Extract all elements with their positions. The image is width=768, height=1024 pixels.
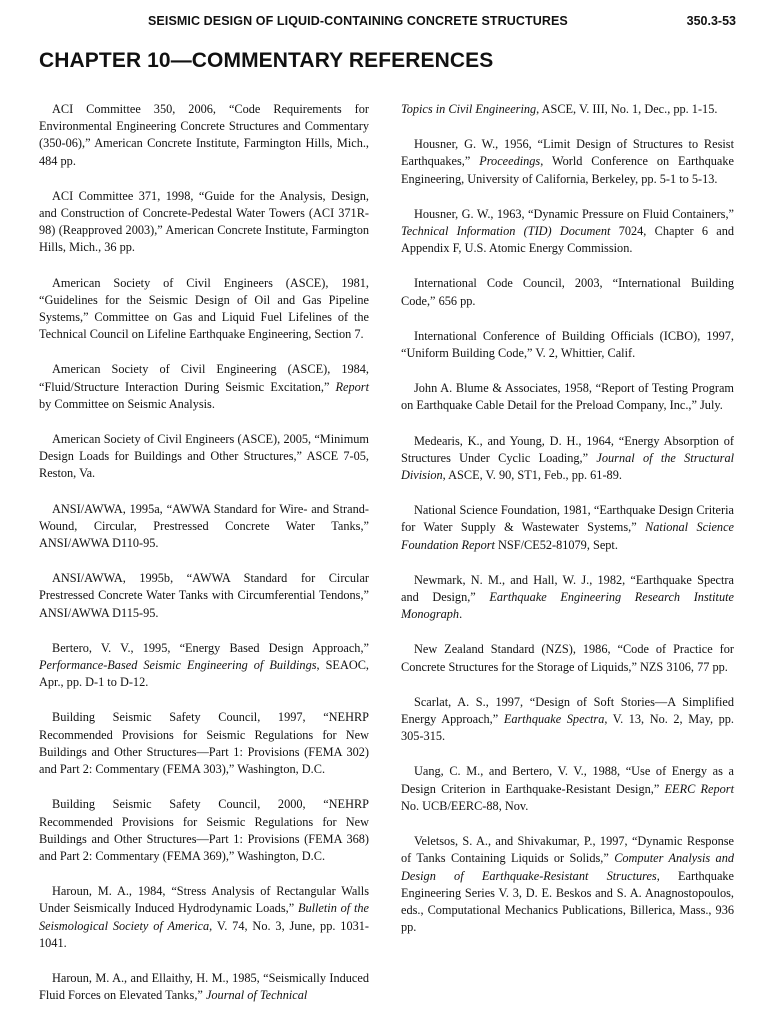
- reference-details: , Earthquake Engineering Series V. 3, D. E. Beskos and S. A. Anagnostopoulos, eds., Computational Mechanics Publications, Billerica, Mass., 936 pp.: [401, 868, 735, 935]
- page-number: 350.3-53: [686, 14, 736, 28]
- reference-details: , ASCE, V. 90, ST1, Feb., pp. 61-89.: [442, 468, 622, 483]
- reference-text: Building Seismic Safety Council, 1997, “NEHRP Recommended Provisions for Seismic Regulations for New Buildings and Other Structures—Part 1: Provisions (FEMA 302) and Part 2: Commentary (FEMA 303),” Washington, D.C.: [39, 710, 369, 777]
- reference-entry: [401, 433, 734, 485]
- reference-publication: Report: [335, 379, 369, 394]
- reference-details: , SEAOC, Apr., pp. D-1 to D-12.: [39, 658, 369, 690]
- reference-publication: EERC Report: [664, 781, 734, 796]
- reference-entry: [401, 833, 734, 936]
- reference-details: , V. 13, No. 2, May, pp. 305-315.: [401, 712, 734, 744]
- reference-publication: Performance-Based Seismic Engineering of Buildings: [39, 658, 317, 673]
- reference-text: Building Seismic Safety Council, 2000, “NEHRP Recommended Provisions for Seismic Regulations for New Buildings and Other Structures—Part 1: Provisions (FEMA 368) and Part 2: Commentary (FEMA 369),” Washington, D.C.: [39, 797, 369, 863]
- reference-details: , World Conference on Earthquake Engineering, University of California, Berkeley, pp. 5-1 to 5-13.: [401, 154, 734, 186]
- reference-text: Housner, G. W., 1956, “Limit Design of Structures to Resist Earthquakes,”: [401, 137, 734, 169]
- left-column: [39, 101, 369, 1022]
- reference-details: NSF/CE52-81079, Sept.: [494, 537, 618, 552]
- reference-entry: [39, 883, 369, 952]
- reference-entry: [39, 796, 369, 865]
- reference-entry: [39, 188, 369, 257]
- reference-publication: Bulletin of the Seismological Society of America: [39, 901, 370, 933]
- reference-details: , V. 74, No. 3, June, pp. 1031-1041.: [39, 918, 369, 950]
- reference-entry: [39, 361, 369, 413]
- reference-entry: [401, 101, 734, 118]
- reference-text: Newmark, N. M., and Hall, W. J., 1982, “Earthquake Spectra and Design,”: [401, 572, 734, 605]
- reference-publication: Earthquake Spectra: [503, 712, 605, 727]
- reference-entry: [401, 380, 734, 414]
- reference-text: John A. Blume & Associates, 1958, “Report of Testing Program on Earthquake Cable Detail for the Preload Company, Inc.,” July.: [401, 381, 734, 413]
- reference-entry: [39, 275, 369, 344]
- reference-publication: National Science Foundation Report: [401, 520, 734, 552]
- reference-entry: [39, 570, 369, 622]
- reference-entry: [401, 206, 734, 258]
- reference-text: ANSI/AWWA, 1995a, “AWWA Standard for Wire- and Strand-Wound, Circular, Prestressed Concrete Water Tanks,” ANSI/AWWA D110-95.: [39, 501, 369, 551]
- running-header: [148, 14, 748, 34]
- right-column: [401, 101, 734, 954]
- reference-text: American Society of Civil Engineering (ASCE), 1984, “Fluid/Structure Interaction During Seismic Excitation,”: [39, 362, 369, 394]
- reference-text: National Science Foundation, 1981, “Earthquake Design Criteria for Water Supply & Wastewater Systems,”: [401, 503, 734, 535]
- reference-entry: [401, 275, 734, 309]
- reference-text: New Zealand Standard (NZS), 1986, “Code of Practice for Concrete Structures for the Storage of Liquids,” NZS 3106, 77 pp.: [401, 642, 734, 674]
- reference-entry: [401, 572, 734, 624]
- reference-publication: Technical Information (TID) Document: [401, 224, 611, 239]
- reference-entry: [39, 709, 369, 778]
- reference-entry: [401, 328, 734, 362]
- reference-publication: Computer Analysis and Design of Earthquake-Resistant Structures: [401, 851, 735, 883]
- reference-details: by Committee on Seismic Analysis.: [39, 396, 215, 411]
- reference-text: International Code Council, 2003, “International Building Code,” 656 pp.: [401, 276, 734, 308]
- reference-text: Veletsos, S. A., and Shivakumar, P., 1997, “Dynamic Response of Tanks Containing Liquids or Solids,”: [401, 834, 734, 866]
- reference-details: .: [459, 607, 463, 622]
- reference-text: ANSI/AWWA, 1995b, “AWWA Standard for Circular Prestressed Concrete Water Tanks with Circumferential Tendons,” ANSI/AWWA D115-95.: [39, 571, 369, 620]
- reference-publication: Proceedings: [479, 154, 541, 169]
- chapter-title: CHAPTER 10—COMMENTARY REFERENCES: [39, 49, 494, 72]
- reference-entry: [401, 502, 734, 554]
- reference-text: Bertero, V. V., 1995, “Energy Based Design Approach,”: [52, 640, 369, 655]
- reference-entry: [39, 431, 369, 483]
- reference-details: , ASCE, V. III, No. 1, Dec., pp. 1-15.: [536, 102, 718, 116]
- reference-entry: [401, 641, 734, 675]
- reference-text: International Conference of Building Officials (ICBO), 1997, “Uniform Building Code,” V. 2, Whittier, Calif.: [401, 328, 734, 361]
- reference-details: 7024, Chapter 6 and Appendix F, U.S. Atomic Energy Commission.: [401, 224, 734, 256]
- reference-text: Housner, G. W., 1963, “Dynamic Pressure on Fluid Containers,”: [414, 206, 734, 221]
- reference-text: Medearis, K., and Young, D. H., 1964, “Energy Absorption of Structures Under Cyclic Loading,”: [401, 433, 734, 465]
- reference-text: Scarlat, A. S., 1997, “Design of Soft Stories—A Simplified Energy Approach,”: [401, 694, 734, 727]
- reference-entry: [401, 694, 734, 746]
- reference-text: Uang, C. M., and Bertero, V. V., 1988, “Use of Energy as a Design Criterion in Earthquake-Resistant Design,”: [401, 764, 734, 796]
- reference-text: Haroun, M. A., and Ellaithy, H. M., 1985, “Seismically Induced Fluid Forces on Elevated Tanks,”: [39, 970, 369, 1003]
- reference-details: No. UCB/EERC-88, Nov.: [401, 798, 529, 813]
- reference-entry: [401, 136, 734, 188]
- reference-entry: [39, 101, 369, 170]
- reference-publication: Earthquake Engineering Research Institute Monograph: [401, 590, 734, 622]
- reference-entry: [401, 763, 734, 815]
- reference-publication: Journal of the Structural Division: [401, 450, 735, 483]
- reference-publication: Journal of Technical: [205, 988, 308, 1003]
- reference-text: American Society of Civil Engineers (ASCE), 2005, “Minimum Design Loads for Buildings and Other Structures,” ASCE 7-05, Reston, Va.: [39, 432, 369, 481]
- reference-publication: Topics in Civil Engineering: [401, 102, 537, 116]
- reference-text: American Society of Civil Engineers (ASCE), 1981, “Guidelines for the Seismic Design of Oil and Gas Pipeline Systems,” Committee on Gas and Liquid Fuel Lifelines of the Technical Council on Lifeline Earthquake Engineering, Section 7.: [39, 275, 369, 342]
- reference-entry: [39, 501, 369, 553]
- reference-entry: [39, 640, 369, 692]
- reference-text: ACI Committee 371, 1998, “Guide for the Analysis, Design, and Construction of Concrete-Pedestal Water Towers (ACI 371R-98) (Reapproved 2003),” American Concrete Institute, Farmington Hills, Mich., 36 pp.: [39, 188, 369, 255]
- running-title: SEISMIC DESIGN OF LIQUID-CONTAINING CONCRETE STRUCTURES: [148, 14, 568, 28]
- reference-text: Haroun, M. A., 1984, “Stress Analysis of Rectangular Walls Under Seismically Induced Hydrodynamic Loads,”: [39, 884, 369, 916]
- reference-text: ACI Committee 350, 2006, “Code Requirements for Environmental Engineering Concrete Structures and Commentary (350-06),” American Concrete Institute, Farmington Hills, Mich., 484 pp.: [39, 102, 369, 168]
- reference-entry: [39, 970, 369, 1004]
